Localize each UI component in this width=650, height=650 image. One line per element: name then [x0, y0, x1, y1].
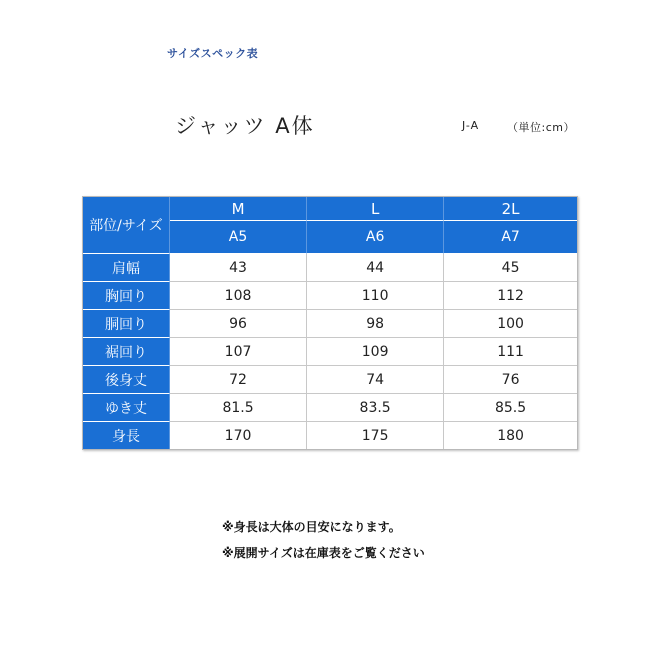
- unit-note: （単位:cm）: [507, 121, 575, 134]
- body-type-header-a7: A7: [444, 221, 577, 254]
- table-cell: 96: [170, 310, 307, 338]
- table-cell: 85.5: [444, 394, 577, 422]
- table-cell: 83.5: [307, 394, 444, 422]
- table-corner-label: 部位/サイズ: [83, 197, 170, 254]
- table-cell: 180: [444, 422, 577, 449]
- size-header-l: L: [307, 197, 444, 221]
- table-cell: 81.5: [170, 394, 307, 422]
- table-cell: 76: [444, 366, 577, 394]
- row-label-chest: 胸回り: [83, 282, 170, 310]
- table-row: [83, 282, 577, 310]
- table-row: [83, 422, 577, 449]
- row-label-hem: 裾回り: [83, 338, 170, 366]
- table-cell: 112: [444, 282, 577, 310]
- table-row: [83, 394, 577, 422]
- table-row: [83, 254, 577, 282]
- row-label-height: 身長: [83, 422, 170, 449]
- table-cell: 44: [307, 254, 444, 282]
- table-cell: 107: [170, 338, 307, 366]
- table-cell: 72: [170, 366, 307, 394]
- product-title: ジャッツ A体: [175, 114, 315, 138]
- table-row: [83, 310, 577, 338]
- table-cell: 98: [307, 310, 444, 338]
- body-type-header-a6: A6: [307, 221, 444, 254]
- table-row: [83, 366, 577, 394]
- model-code: J-A: [462, 119, 480, 132]
- table-cell: 43: [170, 254, 307, 282]
- notes-section: [222, 514, 425, 566]
- table-cell: 175: [307, 422, 444, 449]
- note-height-guide: ※身長は大体の目安になります。: [222, 520, 401, 534]
- size-header-2l: 2L: [444, 197, 577, 221]
- size-spec-table: [82, 196, 578, 450]
- size-header-m: M: [170, 197, 307, 221]
- table-cell: 109: [307, 338, 444, 366]
- size-header-row: [83, 197, 577, 221]
- row-label-sleeve: ゆき丈: [83, 394, 170, 422]
- table-cell: 74: [307, 366, 444, 394]
- row-label-back-length: 後身丈: [83, 366, 170, 394]
- table-cell: 110: [307, 282, 444, 310]
- table-cell: 100: [444, 310, 577, 338]
- row-label-shoulder: 肩幅: [83, 254, 170, 282]
- note-stock-reference: ※展開サイズは在庫表をご覧ください: [222, 546, 425, 560]
- table-row: [83, 338, 577, 366]
- table-cell: 170: [170, 422, 307, 449]
- spec-sheet-label: サイズスペック表: [167, 47, 259, 60]
- table-cell: 111: [444, 338, 577, 366]
- table-cell: 108: [170, 282, 307, 310]
- row-label-waist: 胴回り: [83, 310, 170, 338]
- table-cell: 45: [444, 254, 577, 282]
- body-type-header-a5: A5: [170, 221, 307, 254]
